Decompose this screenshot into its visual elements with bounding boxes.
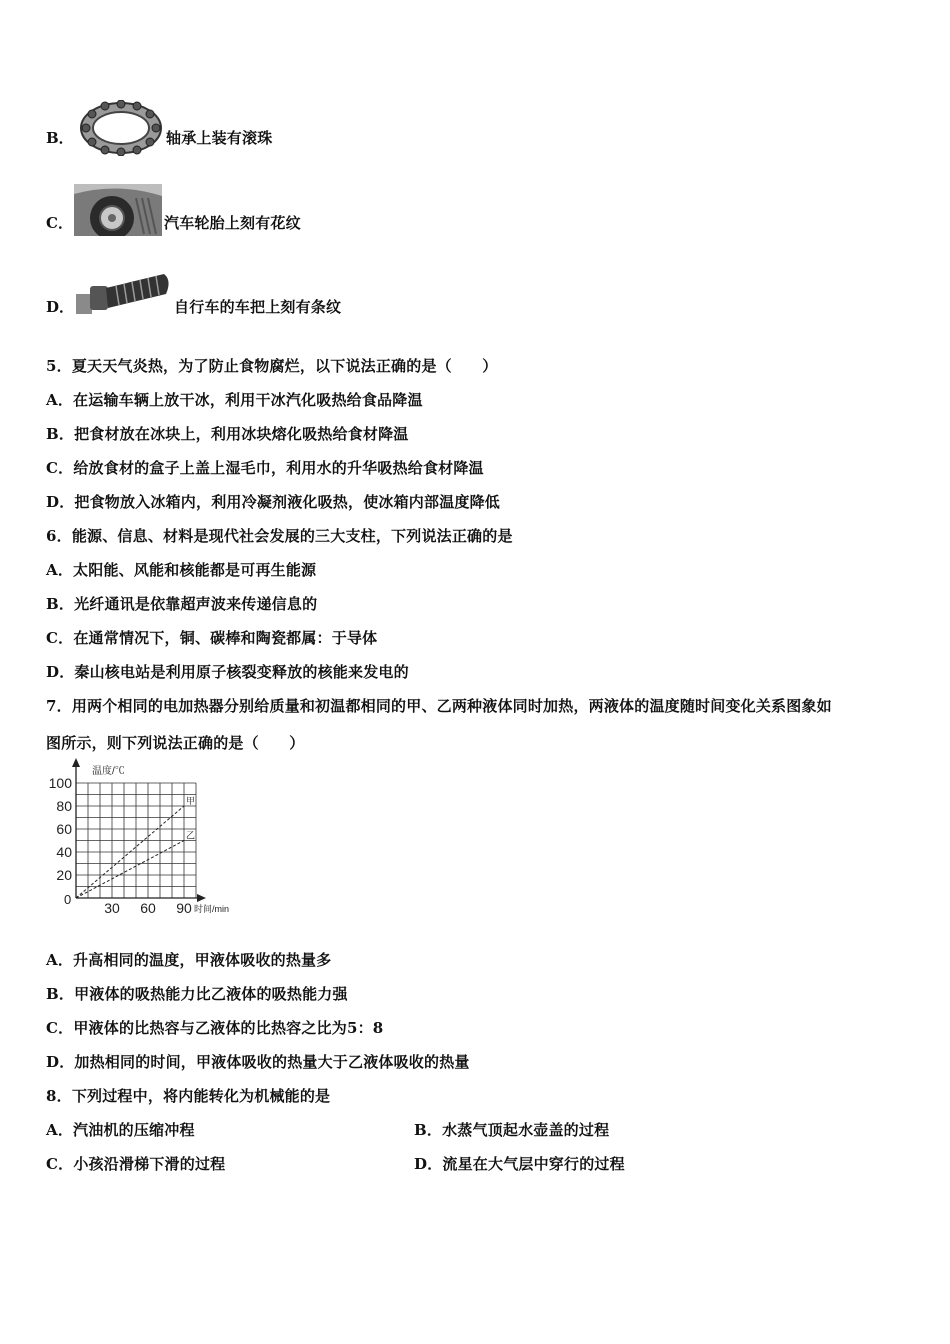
x-tick-label: 60 [140, 900, 156, 916]
x-tick-label: 30 [104, 900, 120, 916]
q5-option-a: A．在运输车辆上放干冰，利用干冰汽化吸热给食品降温 [46, 391, 423, 409]
x-axis-arrow [197, 894, 206, 902]
q8-option-b: B．水蒸气顶起水壶盖的过程 [414, 1121, 610, 1139]
q4-option-b-label: B． [46, 129, 74, 147]
y-tick-label: 80 [56, 798, 72, 814]
q8-stem: 8．下列过程中，将内能转化为机械能的是 [46, 1087, 331, 1105]
temperature-time-graph [42, 758, 252, 918]
series-label: 甲 [186, 796, 196, 806]
q5-option-b: B．把食材放在冰块上，利用冰块熔化吸热给食材降温 [46, 425, 409, 443]
q6-option-b: B．光纤通讯是依靠超声波来传递信息的 [46, 595, 318, 613]
ball-bearing-image [78, 100, 164, 156]
x-tick-label: 90 [176, 900, 192, 916]
q6-option-a: A．太阳能、风能和核能都是可再生能源 [46, 561, 317, 579]
q8-option-a: A．汽油机的压缩冲程 [46, 1121, 195, 1139]
q4-option-d-label: D． [46, 298, 75, 316]
y-tick-label: 60 [56, 821, 72, 837]
q8-option-c: C．小孩沿滑梯下滑的过程 [46, 1155, 226, 1173]
q6-option-d: D．秦山核电站是利用原子核裂变释放的核能来发电的 [46, 663, 409, 681]
bicycle-handlebar-image [76, 270, 172, 316]
y-axis-arrow [72, 758, 80, 767]
y-tick-label: 100 [48, 775, 72, 791]
q7-option-d: D．加热相同的时间，甲液体吸收的热量大于乙液体吸收的热量 [46, 1053, 470, 1071]
q7-option-c: C．甲液体的比热容与乙液体的比热容之比为5：8 [46, 1019, 384, 1037]
q7-option-a: A．升高相同的温度，甲液体吸收的热量多 [46, 951, 332, 969]
x-axis-label: 时间/min [194, 904, 230, 914]
series-line-yi [76, 841, 184, 899]
series-label: 乙 [186, 830, 196, 841]
q7-stem-line1: 7．用两个相同的电加热器分别给质量和初温都相同的甲、乙两种液体同时加热，两液体的温度随时间变化关系图象如 [46, 697, 832, 715]
q6-option-c: C．在通常情况下，铜、碳棒和陶瓷都属：于导体 [46, 629, 378, 647]
q4-option-c-text: 汽车轮胎上刻有花纹 [164, 214, 301, 232]
q5-option-d: D．把食物放入冰箱内，利用冷凝剂液化吸热，使冰箱内部温度降低 [46, 493, 501, 511]
y-axis-label: 温度/℃ [92, 766, 125, 777]
q5-option-c: C．给放食材的盒子上盖上湿毛巾，利用水的升华吸热给食材降温 [46, 459, 484, 477]
q4-option-d-text: 自行车的车把上刻有条纹 [174, 298, 342, 316]
y-tick-label: 40 [56, 844, 72, 860]
car-tire-image [74, 184, 162, 236]
q6-stem: 6．能源、信息、材料是现代社会发展的三大支柱，下列说法正确的是 [46, 527, 513, 545]
origin-label: 0 [64, 892, 72, 907]
q4-option-b-text: 轴承上装有滚珠 [166, 129, 273, 147]
q5-stem: 5．夏天天气炎热，为了防止食物腐烂，以下说法正确的是（ ） [46, 357, 498, 375]
q7-stem-line2: 图所示，则下列说法正确的是（ ） [46, 734, 305, 752]
chart-grid [76, 783, 196, 898]
q4-option-c-label: C． [46, 214, 73, 232]
q7-option-b: B．甲液体的吸热能力比乙液体的吸热能力强 [46, 985, 348, 1003]
y-tick-label: 20 [56, 867, 72, 883]
q8-option-d: D．流星在大气层中穿行的过程 [414, 1155, 625, 1173]
